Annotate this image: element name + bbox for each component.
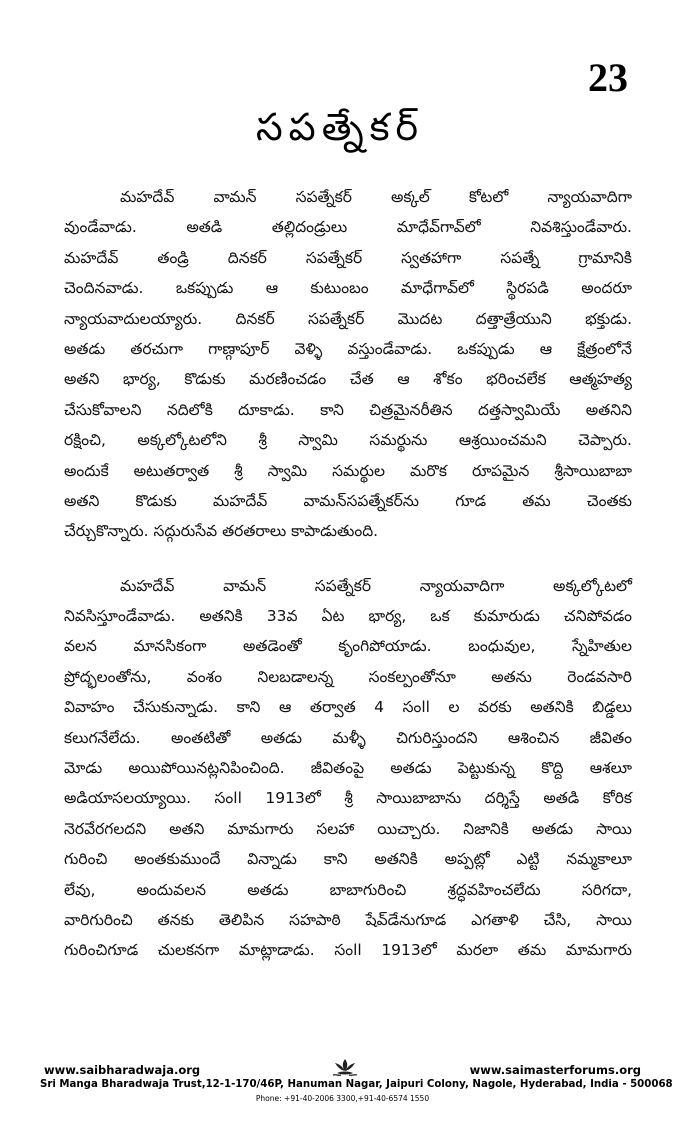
lotus-ornament-icon bbox=[332, 1057, 358, 1079]
text-line: చేసుకోవాలని నదిలోకి దూకాడు. కాని చిత్రమైనరీతిన దత్తస్వామియే అతనిని bbox=[64, 400, 632, 419]
text-line: వివాహం చేసుకున్నాడు. కాని ఆ తర్వాత 4 సంll ల వరకు అతనికి బిడ్డలు bbox=[64, 698, 632, 717]
text-line: నివసిస్తూండేవాడు. అతనికి 33వ ఏట భార్య, ఒక కుమారుడు చనిపోవడం bbox=[64, 607, 632, 626]
text-line: వారిగురించి తనకు తెలిపిన సహపాఠి షేవ్‌డేనుగూడ ఎగతాళి చేసి, సాయి bbox=[64, 910, 632, 929]
text-line: అతని కొడుకు మహదేవ్ వామన్‌సపత్నేకర్‌ను గూడ తమ చెంతకు bbox=[64, 491, 632, 510]
footer-phone: Phone: +91-40-2006 3300,+91-40-6574 1550 bbox=[255, 1094, 430, 1103]
chapter-title: సపత్నేకర్ bbox=[256, 105, 424, 149]
text-line: మహదేవ్ వామన్ సపత్నేకర్ న్యాయవాదిగా అక్కల్కోటలో bbox=[120, 576, 632, 595]
footer-link-saibharadwaja[interactable]: www.saibharadwaja.org bbox=[44, 1063, 201, 1077]
text-line: కలుగనేలేదు. అంతటితో అతడు మళ్ళీ చిగురిస్తుందని ఆశించిన జీవితం bbox=[64, 728, 632, 747]
text-line: రక్షించి, అక్కల్కోటలోని శ్రీ స్వామి సమర్థును ఆశ్రయించమని చెప్పారు. bbox=[64, 431, 632, 450]
text-line: లేవు, అందువలన అతడు బాబాగురించి శ్రద్ధవహించలేదు సరిగదా, bbox=[64, 880, 632, 899]
text-line: అడియాసలయ్యాయి. సంll 1913లో శ్రీ సాయిబాబాను దర్శిస్తే అతడి కోరిక bbox=[64, 789, 632, 808]
text-line: మహదేవ్ వామన్ సపత్నేకర్ అక్కల్ కోటలో న్యాయవాదిగా bbox=[120, 188, 632, 206]
paragraph-2 bbox=[64, 571, 632, 966]
text-line: చేర్చుకొన్నారు. సద్గురుసేవ తరతరాలు కాపాడుతుంది. bbox=[64, 522, 379, 541]
paragraph-1 bbox=[64, 182, 632, 547]
text-line: నెరవేరగలదని అతని మామగారు సలహా యిచ్చారు. నిజానికి అతడు సాయి bbox=[64, 819, 632, 838]
footer-link-saimasterforums[interactable]: www.saimasterforums.org bbox=[469, 1063, 641, 1077]
text-line: చెందినవాడు. ఒకప్పుడు ఆ కుటుంబం మాధేగావ్‌లో స్థిరపడి అందరూ bbox=[64, 279, 632, 298]
text-line: అతడు తరచుగా గాణ్గాపూర్ వెళ్ళి వస్తుండేవాడు. ఒకప్పుడు ఆ క్షేత్రంలోనే bbox=[64, 339, 632, 358]
footer-address: Sri Manga Bharadwaja Trust,12-1-170/46P, Hanuman Nagar, Jaipuri Colony, Nagole, Hyderabad, India - 500068 bbox=[40, 1079, 673, 1090]
text-line: గురించిగూడ చులకనగా మాట్లాడాడు. సంll 1913లో మరలా తమ మామగారు bbox=[64, 941, 632, 960]
page-number: 23 bbox=[588, 55, 628, 100]
text-line: ప్రోద్భలంతోను, వంశం నిలబడాలన్న సంకల్పంతోనూ అతను రెండవసారి bbox=[64, 667, 632, 686]
body-text bbox=[64, 182, 632, 966]
text-line: వుండేవాడు. అతడి తల్లిదండ్రులు మాధేవ్‌గావ్‌లో నివశిస్తుండేవారు. bbox=[64, 218, 632, 237]
text-line: గురించి అంతకుముందే విన్నాడు కాని అతనికి అప్పట్లో ఎట్టి నమ్మకాలూ bbox=[64, 850, 632, 869]
text-line: మోడు అయిపోయినట్లనిపించింది. జీవితంపై అతడు పెట్టుకున్న కొద్ది ఆశలూ bbox=[64, 759, 632, 778]
text-line: మహదేవ్ తండ్రి దినకర్ సపత్నేకర్ స్వతహాగా సపత్నే గ్రామానికి bbox=[64, 248, 632, 267]
text-line: న్యాయవాదులయ్యారు. దినకర్ సపత్నేకర్ మొదట దత్తాత్రేయుని భక్తుడు. bbox=[64, 309, 632, 328]
page-footer bbox=[40, 1063, 673, 1113]
text-line: అందుకే అటుతర్వాత శ్రీ స్వామి సమర్థుల మరొక రూపమైన శ్రీసాయిబాబా bbox=[64, 461, 632, 480]
text-line: అతని భార్య, కొడుకు మరణించడం చేత ఆ శోకం భరించలేక ఆత్మహత్య bbox=[64, 370, 632, 389]
text-line: వలన మానసికంగా అతడెంతో కృంగిపోయాడు. బంధువుల, స్నేహితుల bbox=[64, 637, 632, 656]
